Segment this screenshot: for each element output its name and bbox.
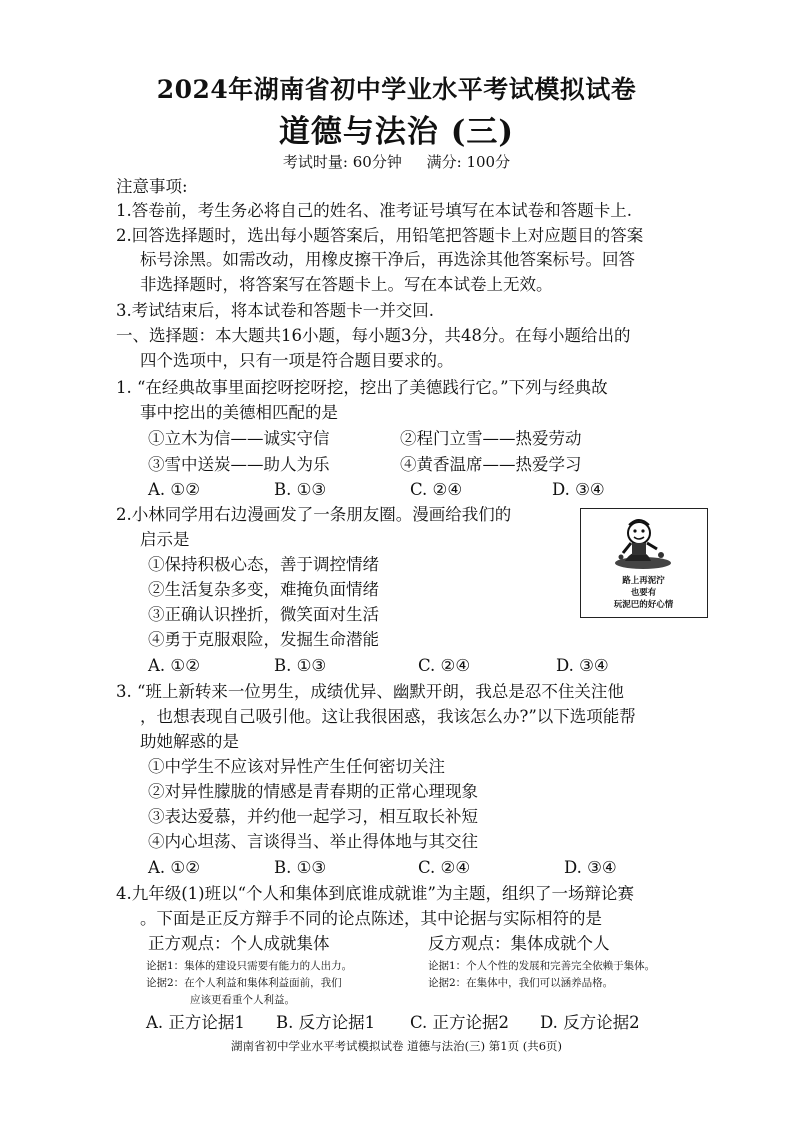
q2-option-3: ③正确认识挫折，微笑面对生活 (148, 605, 379, 624)
note-2-line-2: 标号涂黑。如需改动，用橡皮擦干净后，再选涂其他答案标号。回答 (140, 250, 635, 269)
q3-choice-c[interactable]: C. ②④ (418, 858, 471, 877)
q4-choice-b[interactable]: B. 反方论据1 (276, 1013, 376, 1032)
q2-stem-line-2: 启示是 (140, 530, 190, 549)
q4-pro-evidence-1: 论据1：集体的建设只需要有能力的人出力。 (146, 960, 353, 972)
page-footer: 湖南省初中学业水平考试模拟试卷 道德与法治(三) 第1页 (共6页) (230, 1039, 563, 1053)
q4-con-evidence-1: 论据1：个人个性的发展和完善完全依赖于集体。 (428, 960, 656, 972)
q3-option-2: ②对异性朦胧的情感是青春期的正常心理现象 (148, 782, 478, 801)
cartoon-caption (581, 575, 706, 611)
exam-info (0, 151, 793, 172)
q2-choice-c[interactable]: C. ②④ (418, 656, 471, 675)
subject-title: 道德与法治 (三) (278, 114, 515, 150)
q4-pro-view: 正方观点：个人成就集体 (148, 934, 330, 953)
cartoon-caption-line-1: 路上再泥泞 (622, 576, 665, 586)
note-1: 1.答卷前，考生务必将自己的姓名、准考证号填写在本试卷和答题卡上. (116, 201, 632, 220)
q3-option-4: ④内心坦荡、言谈得当、举止得体地与其交往 (148, 832, 478, 851)
q4-choice-c[interactable]: C. 正方论据2 (410, 1013, 510, 1032)
section-heading-line-2: 四个选项中，只有一项是符合题目要求的。 (140, 351, 454, 370)
q4-stem-line-1: 4.九年级(1)班以“个人和集体到底谁成就谁”为主题，组织了一场辩论赛 (116, 884, 634, 903)
section-heading-line-1: 一、选择题：本大题共16小题，每小题3分，共48分。在每小题给出的 (116, 326, 631, 345)
note-2-line-1: 2.回答选择题时，选出每小题答案后，用铅笔把答题卡上对应题目的答案 (116, 226, 644, 245)
cartoon-caption-line-2: 也要有 (630, 588, 657, 598)
q2-option-4: ④勇于克服艰险，发掘生命潜能 (148, 630, 379, 649)
q1-choice-b[interactable]: B. ①③ (274, 480, 327, 499)
q4-pro-evidence-2-line-1: 论据2：在个人利益和集体利益面前，我们 (146, 977, 342, 989)
q1-option-2: ②程门立雪——热爱劳动 (400, 429, 582, 448)
q3-stem-line-2: ，也想表现自己吸引他。这让我很困惑，我该怎么办?”以下选项能帮 (140, 707, 636, 726)
cartoon-caption-line-3: 玩泥巴的好心情 (613, 600, 674, 610)
q2-choice-b[interactable]: B. ①③ (274, 656, 327, 675)
q2-stem-line-1: 2.小林同学用右边漫画发了一条朋友圈。漫画给我们的 (116, 505, 512, 524)
q3-option-1: ①中学生不应该对异性产生任何密切关注 (148, 757, 445, 776)
q3-choice-d[interactable]: D. ③④ (564, 858, 617, 877)
q3-stem-line-1: 3. “班上新转来一位男生，成绩优异、幽默开朗，我总是忍不住关注他 (116, 682, 624, 701)
note-3: 3.考试结束后，将本试卷和答题卡一并交回. (116, 301, 434, 320)
q3-choice-a[interactable]: A. ①② (148, 858, 200, 877)
q1-choice-c[interactable]: C. ②④ (410, 480, 463, 499)
notes-heading: 注意事项: (116, 177, 188, 196)
q1-option-1: ①立木为信——诚实守信 (148, 429, 330, 448)
q2-choice-a[interactable]: A. ①② (148, 656, 200, 675)
q2-option-2: ②生活复杂多变，难掩负面情绪 (148, 580, 379, 599)
q3-stem-line-3: 助她解惑的是 (140, 732, 239, 751)
exam-score: 满分: 100分 (426, 153, 511, 171)
q4-choice-d[interactable]: D. 反方论据2 (540, 1013, 640, 1032)
q4-pro-evidence-2-line-2: 应该更看重个人利益。 (190, 994, 295, 1006)
cartoon-figure-icon (581, 509, 706, 575)
q1-choice-d[interactable]: D. ③④ (552, 480, 605, 499)
exam-time: 考试时量: 60分钟 (282, 153, 402, 171)
q4-con-evidence-2: 论据2：在集体中，我们可以涵养品格。 (428, 977, 614, 989)
exam-title: 2024年湖南省初中学业水平考试模拟试卷 (156, 75, 637, 104)
q1-stem-line-2: 事中挖出的美德相匹配的是 (140, 403, 338, 422)
q1-option-4: ④黄香温席——热爱学习 (400, 455, 582, 474)
q4-choice-a[interactable]: A. 正方论据1 (146, 1013, 245, 1032)
q1-option-3: ③雪中送炭——助人为乐 (148, 455, 330, 474)
q3-choice-b[interactable]: B. ①③ (274, 858, 327, 877)
q2-cartoon (580, 508, 708, 618)
q1-choice-a[interactable]: A. ①② (148, 480, 200, 499)
q4-stem-line-2: 。下面是正反方辩手不同的论点陈述，其中论据与实际相符的是 (140, 909, 602, 928)
q1-stem-line-1: 1. “在经典故事里面挖呀挖呀挖，挖出了美德践行它。”下列与经典故 (116, 378, 608, 397)
note-2-line-3: 非选择题时，将答案写在答题卡上。写在本试卷上无效。 (140, 275, 553, 294)
q3-option-3: ③表达爱慕，并约他一起学习，相互取长补短 (148, 807, 478, 826)
q2-option-1: ①保持积极心态，善于调控情绪 (148, 555, 379, 574)
q2-choice-d[interactable]: D. ③④ (556, 656, 609, 675)
q4-con-view: 反方观点：集体成就个人 (428, 934, 610, 953)
